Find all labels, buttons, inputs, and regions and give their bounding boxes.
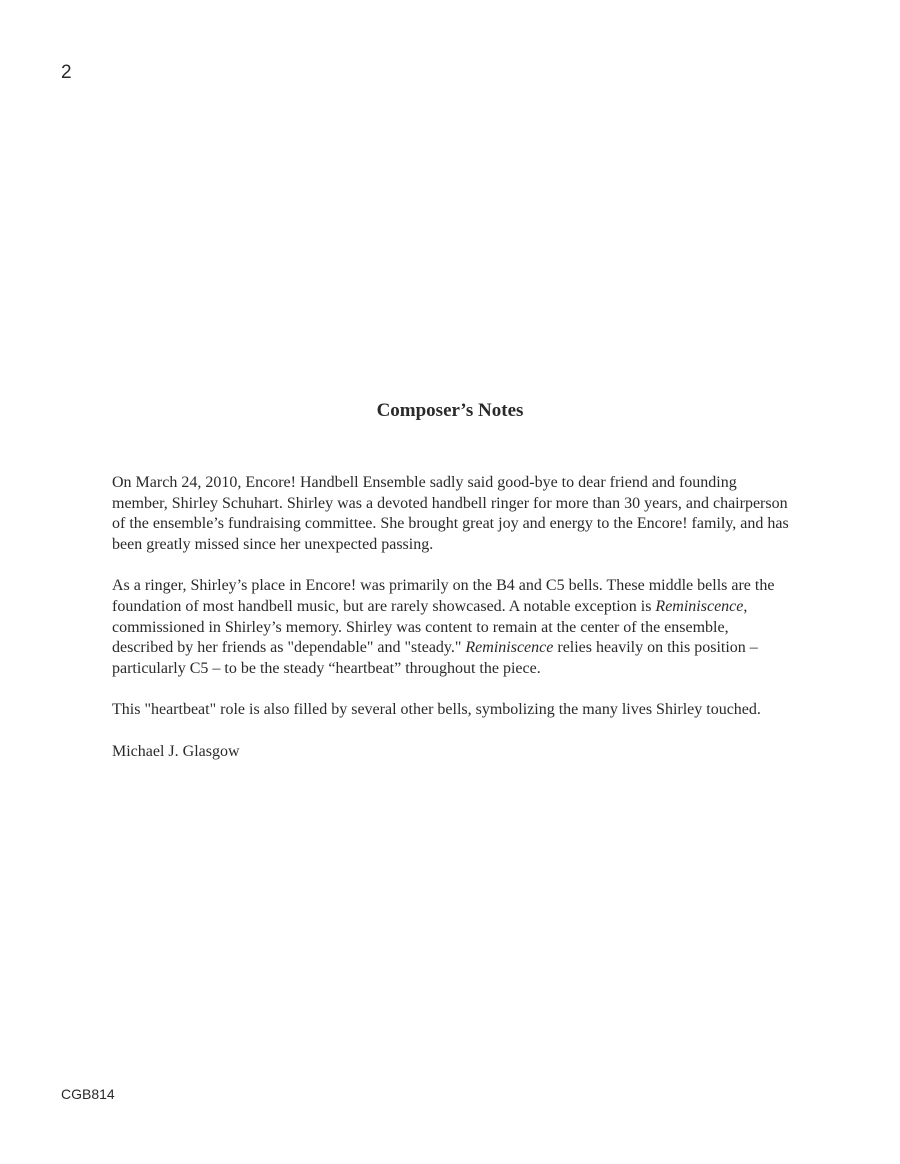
- paragraph-2: [112, 576, 792, 679]
- footer-code: CGB814: [61, 1086, 115, 1102]
- notes-body: [112, 473, 792, 784]
- italic-title-2: Reminiscence: [465, 639, 554, 657]
- page-number: 2: [61, 62, 72, 83]
- italic-title-1: Reminiscence: [655, 597, 744, 615]
- paragraph-2-part-2: , commissioned in Shirley’s memory. Shirley was content to remain at the center of the ensemble, described by her friends as "dependable" and "steady.": [112, 597, 748, 657]
- paragraph-2-part-1: As a ringer, Shirley’s place in Encore! was primarily on the B4 and C5 bells. These middle bells are the foundation of most handbell music, but are rarely showcased. A notable exception is: [112, 577, 775, 615]
- paragraph-2-part-3: relies heavily on this position – particularly C5 – to be the steady “heartbeat” throughout the piece.: [112, 639, 758, 677]
- page-title: Composer’s Notes: [376, 400, 524, 421]
- signature: Michael J. Glasgow: [112, 742, 240, 760]
- paragraph-1: On March 24, 2010, Encore! Handbell Ensemble sadly said good-bye to dear friend and founding member, Shirley Schuhart. Shirley was a devoted handbell ringer for more than 30 years, and chairperson of the ensemble’s fundraising committee. She brought great joy and energy to the Encore! family, and has been greatly missed since her unexpected passing.: [112, 474, 789, 553]
- paragraph-3: This "heartbeat" role is also filled by several other bells, symbolizing the many lives Shirley touched.: [112, 701, 761, 719]
